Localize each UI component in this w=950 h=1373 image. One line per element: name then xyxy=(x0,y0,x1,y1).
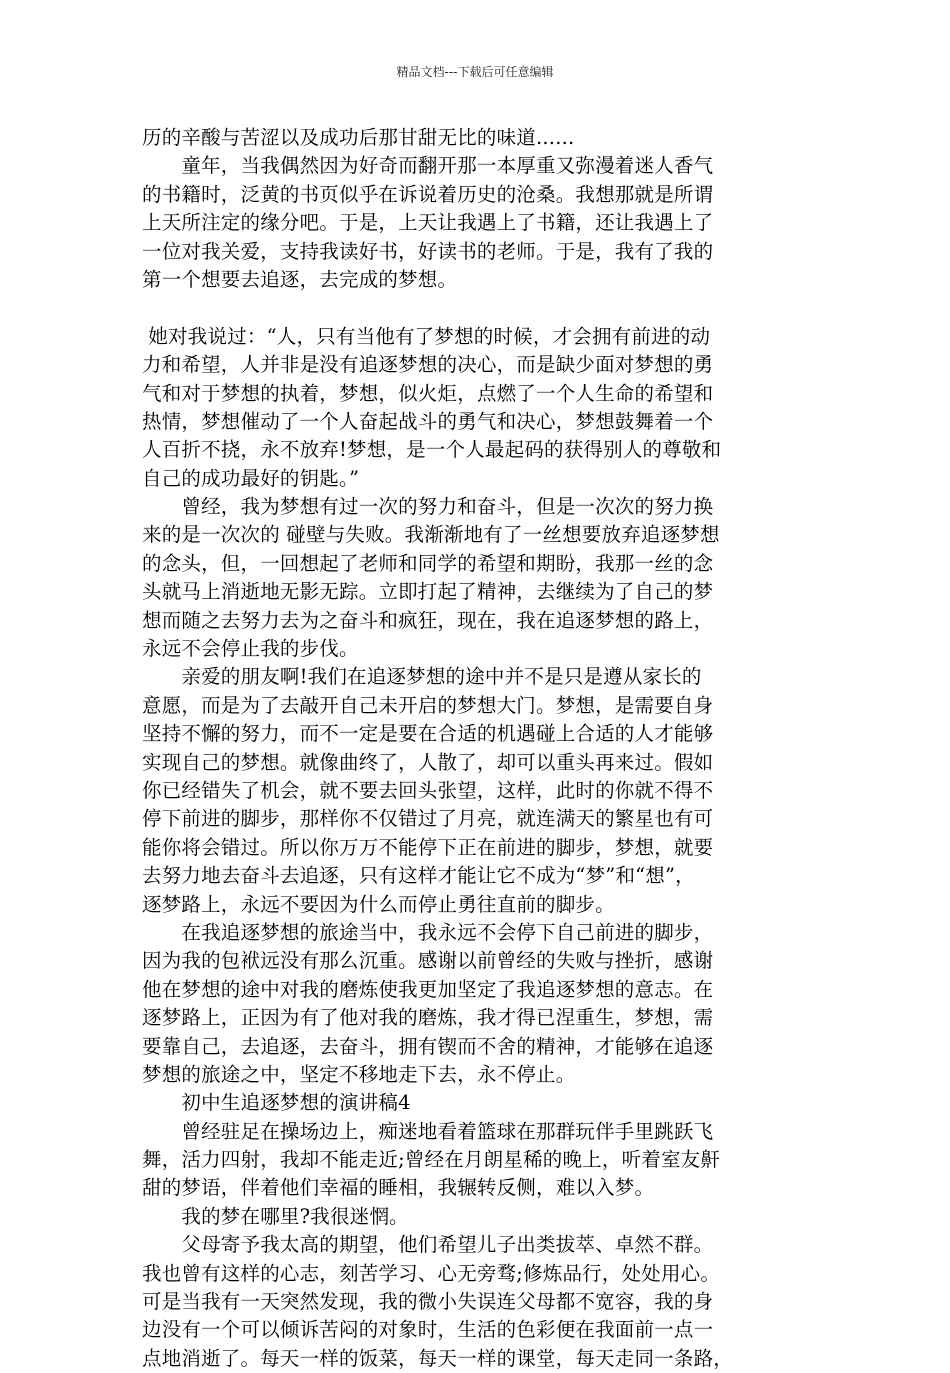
text-line: 可是当我有一天突然发现，我的微小失误连父母都不宽容，我的身 xyxy=(142,1290,714,1314)
text-line: 父母寄予我太高的期望，他们希望儿子出类拔萃、卓然不群。 xyxy=(142,1233,714,1257)
text-line: 气和对于梦想的执着，梦想，似火炬，点燃了一个人生命的希望和 xyxy=(142,381,714,405)
text-line: 逐梦路上，正因为有了他对我的磨炼，我才得已涅重生，梦想，需 xyxy=(142,1006,714,1030)
text-line: 甜的梦语，伴着他们幸福的睡相，我辗转反侧，难以入梦。 xyxy=(142,1176,655,1200)
text-line: 意愿，而是为了去敲开自己未开启的梦想大门。梦想，是需要自身 xyxy=(142,693,714,717)
text-line: 我也曾有这样的心志，刻苦学习、心无旁骛;修炼品行，处处用心。 xyxy=(142,1261,721,1285)
text-line: 人百折不挠，永不放弃!梦想，是一个人最起码的获得别人的尊敬和 xyxy=(142,438,722,462)
text-line: 去努力地去奋斗去追逐，只有这样才能让它不成为“梦”和“想”， xyxy=(142,864,695,888)
text-line: 点地消逝了。每天一样的饭菜，每天一样的课堂，每天走同一条路， xyxy=(142,1346,734,1370)
text-line: 梦想的旅途之中，坚定不移地走下去，永不停止。 xyxy=(142,1062,576,1086)
text-line: 曾经驻足在操场边上，痴迷地看着篮球在那群玩伴手里跳跃飞 xyxy=(142,1119,714,1143)
text-line: 实现自己的梦想。就像曲终了，人散了，却可以重头再来过。假如 xyxy=(142,750,714,774)
text-line: 在我追逐梦想的旅途当中，我永远不会停下自己前进的脚步， xyxy=(142,920,714,944)
text-line: 历的辛酸与苦涩以及成功后那甘甜无比的味道...... xyxy=(142,126,575,149)
text-line: 坚持不懈的努力，而不一定是要在合适的机遇碰上合适的人才能够 xyxy=(142,722,714,746)
text-line: 头就马上消逝地无影无踪。立即打起了精神，去继续为了自己的梦 xyxy=(142,580,714,604)
page-header: 精品文档---下载后可任意编辑 xyxy=(396,65,554,79)
text-line: 曾经，我为梦想有过一次的努力和奋斗，但是一次次的努力换 xyxy=(142,495,714,519)
text-line: 我的梦在哪里?我很迷惘。 xyxy=(142,1204,409,1228)
text-line: 他在梦想的途中对我的磨炼使我更加坚定了我追逐梦想的意志。在 xyxy=(142,977,714,1001)
body-text xyxy=(142,124,818,1373)
text-line: 力和希望，人并非是没有追逐梦想的决心，而是缺少面对梦想的勇 xyxy=(142,353,714,377)
text-line: 初中生追逐梦想的演讲稿4 xyxy=(142,1091,411,1115)
text-line: 边没有一个可以倾诉苦闷的对象时，生活的色彩便在我面前一点一 xyxy=(142,1318,714,1342)
text-line: 逐梦路上，永远不要因为什么而停止勇往直前的脚步。 xyxy=(142,892,615,916)
text-line: 能你将会错过。所以你万万不能停下正在前进的脚步，梦想，就要 xyxy=(142,835,714,859)
text-line: 亲爱的朋友啊!我们在追逐梦想的途中并不是只是遵从家长的 xyxy=(142,665,702,689)
text-line: 要靠自己，去追逐，去奋斗，拥有锲而不舍的精神，才能够在追逐 xyxy=(142,1034,714,1058)
text-line: 热情，梦想催动了一个人奋起战斗的勇气和决心，梦想鼓舞着一个 xyxy=(142,409,714,433)
text-line: 舞，活力四射，我却不能走近;曾经在月朗星稀的晚上，听着室友鼾 xyxy=(142,1148,721,1172)
text-line xyxy=(142,294,818,322)
text-line: 想而随之去努力去为之奋斗和疯狂，现在，我在追逐梦想的路上， xyxy=(142,608,714,632)
text-line: 的念头，但，一回想起了老师和同学的希望和期盼，我那一丝的念 xyxy=(142,551,714,575)
text-line: 来的是一次次的 碰壁与失败。我渐渐地有了一丝想要放弃追逐梦想 xyxy=(142,523,720,547)
text-line: 第一个想要去追逐，去完成的梦想。 xyxy=(142,267,458,291)
text-line: 你已经错失了机会，就不要去回头张望，这样，此时的你就不得不 xyxy=(142,778,714,802)
text-line: 停下前进的脚步，那样你不仅错过了月亮，就连满天的繁星也有可 xyxy=(142,807,714,831)
text-line: 她对我说过：“人，只有当他有了梦想的时候，才会拥有前进的动 xyxy=(142,324,711,348)
text-line: 童年，当我偶然因为好奇而翻开那一本厚重又弥漫着迷人香气 xyxy=(142,154,714,178)
text-line: 自己的成功最好的钥匙。” xyxy=(142,466,360,490)
text-line: 上天所注定的缘分吧。于是，上天让我遇上了书籍，还让我遇上了 xyxy=(142,211,714,235)
text-line: 的书籍时，泛黄的书页似乎在诉说着历史的沧桑。我想那就是所谓 xyxy=(142,182,714,206)
text-line: 因为我的包袱远没有那么沉重。感谢以前曾经的失败与挫折，感谢 xyxy=(142,949,714,973)
text-line: 永远不会停止我的步伐。 xyxy=(142,637,359,661)
text-line: 一位对我关爱，支持我读好书，好读书的老师。于是，我有了我的 xyxy=(142,239,714,263)
